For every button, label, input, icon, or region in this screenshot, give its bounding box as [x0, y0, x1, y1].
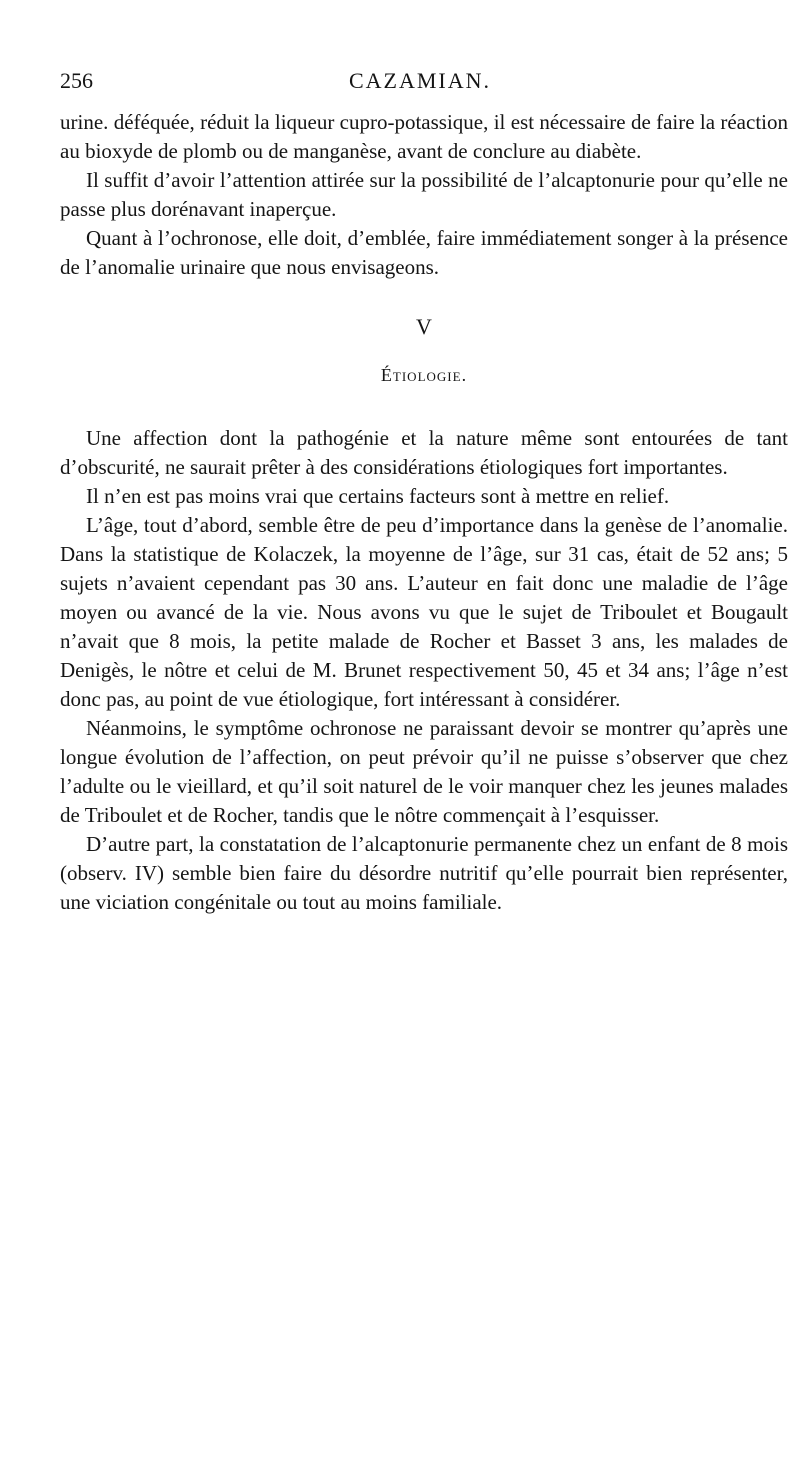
section-number: V: [416, 314, 432, 339]
running-head: CAZAMIAN.: [348, 68, 492, 93]
body-text: [60, 108, 788, 917]
section-title: Étiologie.: [380, 365, 468, 385]
paragraph-ochronose: Quant à l’ochronose, elle doit, d’emblée, faire immédiatement songer à la présence de l’anomalie urinaire que nous envisageons.: [60, 226, 788, 279]
paragraph-affection: Une affection dont la pathogénie et la nature même sont entourées de tant d’obscurité, ne saurait prêter à des considérations étiologiques fort importantes.: [60, 426, 788, 479]
paragraph-facteurs: Il n’en est pas moins vrai que certains facteurs sont à mettre en relief.: [86, 484, 670, 508]
paragraph-neanmoins: Néanmoins, le symptôme ochronose ne paraissant devoir se montrer qu’après une longue évolution de l’affection, on peut prévoir qu’il ne puisse s’observer que chez l’adulte ou le vieillard, et qu’il soit naturel de le voir manquer chez les jeunes malades de Triboulet et de Rocher, tandis que le nôtre commençait à l’esquisser.: [60, 716, 788, 827]
page-header: [60, 68, 780, 98]
paragraph-age: L’âge, tout d’abord, semble être de peu d’importance dans la genèse de l’anomalie. Dans la statistique de Kolaczek, la moyenne de l’âge, sur 31 cas, était de 52 ans; 5 sujets n’avaient cependant pas 30 ans. L’auteur en fait donc une maladie de l’âge moyen ou avancé de la vie. Nous avons vu que le sujet de Triboulet et Bougault n’avait que 8 mois, la petite malade de Rocher et Basset 3 ans, les malades de Denigès, le nôtre et celui de M. Brunet respectivement 50, 45 et 34 ans; l’âge n’est donc pas, au point de vue étiologique, fort intéressant à considérer.: [60, 513, 788, 711]
paragraph-autre-part: D’autre part, la constatation de l’alcaptonurie permanente chez un enfant de 8 mois (observ. IV) semble bien faire du désordre nutritif qu’elle pourrait bien représenter, une viciation congénitale ou tout au moins familiale.: [60, 832, 788, 914]
page-number: 256: [60, 68, 93, 93]
paragraph-alcaptonurie: Il suffit d’avoir l’attention attirée sur la possibilité de l’alcaptonurie pour qu’elle ne passe plus dorénavant inaperçue.: [60, 168, 788, 221]
paragraph-continued: urine. déféquée, réduit la liqueur cupro-potassique, il est nécessaire de faire la réaction au bioxyde de plomb ou de manganèse, avant de conclure au diabète.: [60, 110, 788, 163]
